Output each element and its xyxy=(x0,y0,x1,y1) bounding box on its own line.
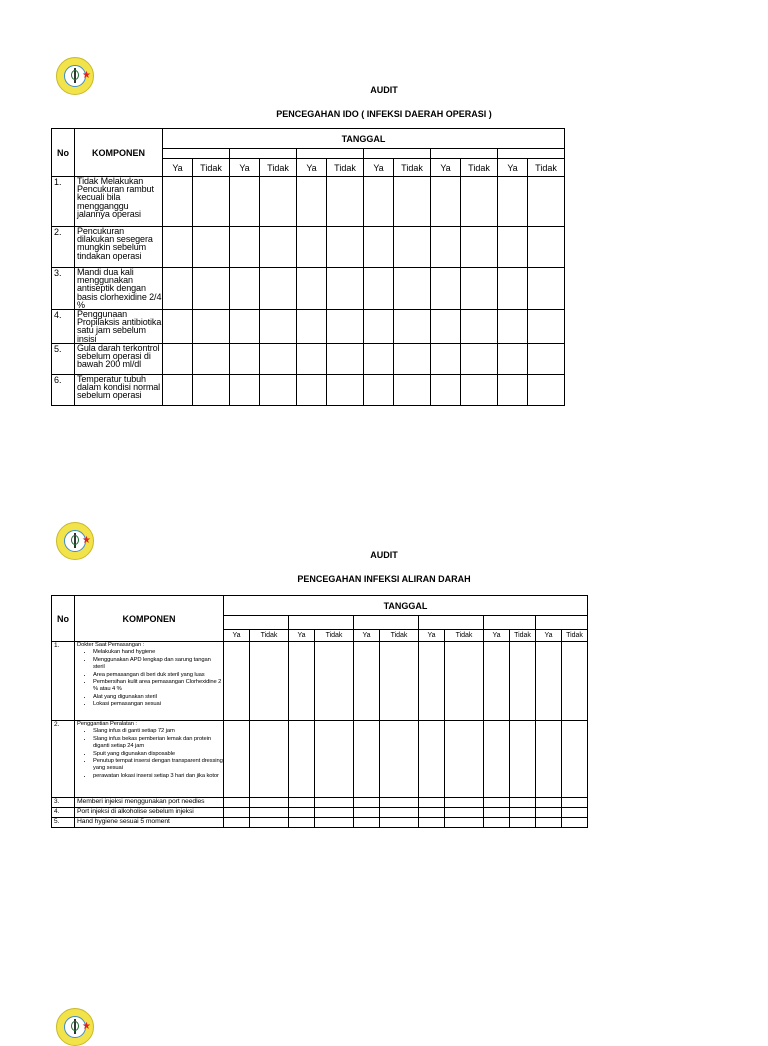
ya-checkbox-cell[interactable] xyxy=(224,798,250,808)
header-no: No xyxy=(52,129,75,177)
tidak-checkbox-cell[interactable] xyxy=(562,642,588,721)
ya-checkbox-cell[interactable] xyxy=(289,642,315,721)
tidak-checkbox-cell[interactable] xyxy=(315,721,354,798)
ya-checkbox-cell[interactable] xyxy=(297,374,327,405)
row-number: 5. xyxy=(52,343,75,374)
date-cell[interactable] xyxy=(431,149,498,159)
ya-checkbox-cell[interactable] xyxy=(419,818,445,828)
tidak-checkbox-cell[interactable] xyxy=(193,177,230,227)
tidak-checkbox-cell[interactable] xyxy=(528,310,565,344)
component-text: Tidak Melakukan Pencukuran rambut kecuali bila mengganggu jalannya operasi xyxy=(75,177,163,227)
tidak-checkbox-cell[interactable] xyxy=(445,818,484,828)
tidak-checkbox-cell[interactable] xyxy=(510,818,536,828)
row-number: 3. xyxy=(52,268,75,310)
tidak-checkbox-cell[interactable] xyxy=(562,818,588,828)
ya-checkbox-cell[interactable] xyxy=(230,374,260,405)
component-bullet: • Pembersihan kulit area pemasangan Clorhexidine 2 % atau 4 % xyxy=(93,679,223,694)
ya-label: Ya xyxy=(484,630,510,642)
component-cell xyxy=(75,642,224,721)
ya-checkbox-cell[interactable] xyxy=(536,808,562,818)
ya-checkbox-cell[interactable] xyxy=(431,343,461,374)
ya-checkbox-cell[interactable] xyxy=(498,343,528,374)
ya-checkbox-cell[interactable] xyxy=(230,227,260,268)
header-komponen: KOMPONEN xyxy=(75,596,224,642)
component-bullet: • Menggunakan APD lengkap dan sarung tangan steril xyxy=(93,657,223,672)
tidak-checkbox-cell[interactable] xyxy=(528,227,565,268)
audit-title-1: AUDIT xyxy=(370,85,398,95)
tidak-label: Tidak xyxy=(445,630,484,642)
tidak-checkbox-cell[interactable] xyxy=(394,310,431,344)
component-bullet: • Penutup tempat insersi dengan transparent dressing yang sesuai xyxy=(93,758,223,773)
tidak-checkbox-cell[interactable] xyxy=(327,374,364,405)
tidak-label: Tidak xyxy=(315,630,354,642)
tidak-checkbox-cell[interactable] xyxy=(260,310,297,344)
tidak-checkbox-cell[interactable] xyxy=(394,374,431,405)
ya-label: Ya xyxy=(419,630,445,642)
tidak-checkbox-cell[interactable] xyxy=(380,818,419,828)
table-row xyxy=(52,268,565,310)
ya-checkbox-cell[interactable] xyxy=(354,818,380,828)
tidak-label: Tidak xyxy=(394,159,431,177)
audit-subtitle-2: PENCEGAHAN INFEKSI ALIRAN DARAH xyxy=(297,574,471,584)
component-text: Mandi dua kali menggunakan antiseptik dengan basis clorhexidine 2/4 % xyxy=(75,268,163,310)
tidak-checkbox-cell[interactable] xyxy=(528,177,565,227)
component-bullet: • Spuit yang digunakan disposable xyxy=(93,751,223,758)
ya-checkbox-cell[interactable] xyxy=(354,642,380,721)
component-text: Gula darah terkontrol sebelum operasi di bawah 200 ml/dl xyxy=(75,343,163,374)
tidak-checkbox-cell[interactable] xyxy=(327,177,364,227)
tidak-checkbox-cell[interactable] xyxy=(461,177,498,227)
date-cell[interactable] xyxy=(364,149,431,159)
ya-checkbox-cell[interactable] xyxy=(419,808,445,818)
row-number: 1. xyxy=(52,642,75,721)
ya-checkbox-cell[interactable] xyxy=(431,310,461,344)
ya-checkbox-cell[interactable] xyxy=(431,268,461,310)
tidak-checkbox-cell[interactable] xyxy=(528,374,565,405)
ya-checkbox-cell[interactable] xyxy=(354,808,380,818)
row-number: 2. xyxy=(52,227,75,268)
ya-checkbox-cell[interactable] xyxy=(297,268,327,310)
date-cell[interactable] xyxy=(289,616,354,630)
ya-checkbox-cell[interactable] xyxy=(163,227,193,268)
tidak-checkbox-cell[interactable] xyxy=(445,808,484,818)
ya-checkbox-cell[interactable] xyxy=(354,798,380,808)
tidak-checkbox-cell[interactable] xyxy=(461,374,498,405)
ya-checkbox-cell[interactable] xyxy=(224,642,250,721)
tidak-checkbox-cell[interactable] xyxy=(260,343,297,374)
tidak-checkbox-cell[interactable] xyxy=(250,808,289,818)
table-row xyxy=(52,343,565,374)
tidak-checkbox-cell[interactable] xyxy=(193,268,230,310)
ya-checkbox-cell[interactable] xyxy=(230,268,260,310)
component-bullet: • Lokasi pemasangan sesuai xyxy=(93,701,223,708)
tidak-checkbox-cell[interactable] xyxy=(380,798,419,808)
tidak-checkbox-cell[interactable] xyxy=(250,798,289,808)
tidak-checkbox-cell[interactable] xyxy=(562,798,588,808)
ya-checkbox-cell[interactable] xyxy=(289,818,315,828)
tidak-checkbox-cell[interactable] xyxy=(260,227,297,268)
row-number: 3. xyxy=(52,798,75,808)
ya-checkbox-cell[interactable] xyxy=(163,310,193,344)
date-cell[interactable] xyxy=(536,616,588,630)
ya-checkbox-cell[interactable] xyxy=(354,721,380,798)
ya-checkbox-cell[interactable] xyxy=(484,798,510,808)
table-row xyxy=(52,798,588,808)
table-row xyxy=(52,374,565,405)
ya-checkbox-cell[interactable] xyxy=(431,227,461,268)
audit-table-aliran-darah xyxy=(51,595,588,828)
tidak-label: Tidak xyxy=(380,630,419,642)
tidak-checkbox-cell[interactable] xyxy=(510,721,536,798)
ya-checkbox-cell[interactable] xyxy=(224,721,250,798)
table-row xyxy=(52,177,565,227)
table-row xyxy=(52,721,588,798)
ya-checkbox-cell[interactable] xyxy=(536,642,562,721)
component-heading: Penggantian Peralatan : xyxy=(77,721,137,727)
tidak-checkbox-cell[interactable] xyxy=(445,798,484,808)
date-cell[interactable] xyxy=(230,149,297,159)
tidak-checkbox-cell[interactable] xyxy=(461,268,498,310)
ya-checkbox-cell[interactable] xyxy=(364,343,394,374)
ya-checkbox-cell[interactable] xyxy=(297,310,327,344)
tidak-checkbox-cell[interactable] xyxy=(260,268,297,310)
tidak-checkbox-cell[interactable] xyxy=(380,721,419,798)
ya-checkbox-cell[interactable] xyxy=(498,310,528,344)
row-number: 4. xyxy=(52,808,75,818)
tidak-checkbox-cell[interactable] xyxy=(260,374,297,405)
ya-checkbox-cell[interactable] xyxy=(498,374,528,405)
component-text: Pencukuran dilakukan sesegera mungkin sebelum tindakan operasi xyxy=(75,227,163,268)
ya-checkbox-cell[interactable] xyxy=(419,721,445,798)
ya-checkbox-cell[interactable] xyxy=(498,227,528,268)
component-bullet-list xyxy=(77,728,223,780)
tidak-label: Tidak xyxy=(327,159,364,177)
ya-checkbox-cell[interactable] xyxy=(364,374,394,405)
tidak-checkbox-cell[interactable] xyxy=(562,721,588,798)
tidak-checkbox-cell[interactable] xyxy=(193,310,230,344)
ya-checkbox-cell[interactable] xyxy=(498,268,528,310)
tidak-checkbox-cell[interactable] xyxy=(528,343,565,374)
ya-checkbox-cell[interactable] xyxy=(163,177,193,227)
ya-checkbox-cell[interactable] xyxy=(163,374,193,405)
audit-title-2: AUDIT xyxy=(370,550,398,560)
tidak-checkbox-cell[interactable] xyxy=(260,177,297,227)
ya-checkbox-cell[interactable] xyxy=(230,343,260,374)
hospital-logo: ★ xyxy=(56,1008,94,1046)
ya-checkbox-cell[interactable] xyxy=(419,642,445,721)
tidak-checkbox-cell[interactable] xyxy=(327,310,364,344)
tidak-checkbox-cell[interactable] xyxy=(193,374,230,405)
date-cell[interactable] xyxy=(224,616,289,630)
ya-checkbox-cell[interactable] xyxy=(536,798,562,808)
audit-rows xyxy=(52,642,588,828)
tidak-checkbox-cell[interactable] xyxy=(394,343,431,374)
ya-checkbox-cell[interactable] xyxy=(364,227,394,268)
header-komponen: KOMPONEN xyxy=(75,129,163,177)
tidak-checkbox-cell[interactable] xyxy=(315,798,354,808)
ya-checkbox-cell[interactable] xyxy=(289,798,315,808)
tidak-checkbox-cell[interactable] xyxy=(510,808,536,818)
date-cell[interactable] xyxy=(163,149,230,159)
header-tanggal: TANGGAL xyxy=(163,129,565,149)
ya-label: Ya xyxy=(224,630,250,642)
ya-checkbox-cell[interactable] xyxy=(230,310,260,344)
tidak-checkbox-cell[interactable] xyxy=(380,642,419,721)
component-bullet: • Slang infus di ganti setiap 72 jam xyxy=(93,728,223,735)
audit-rows xyxy=(52,177,565,406)
tidak-checkbox-cell[interactable] xyxy=(315,808,354,818)
tidak-checkbox-cell[interactable] xyxy=(327,227,364,268)
tidak-checkbox-cell[interactable] xyxy=(327,343,364,374)
row-number: 6. xyxy=(52,374,75,405)
ya-checkbox-cell[interactable] xyxy=(484,808,510,818)
row-number: 4. xyxy=(52,310,75,344)
ya-checkbox-cell[interactable] xyxy=(224,808,250,818)
ya-checkbox-cell[interactable] xyxy=(431,177,461,227)
ya-checkbox-cell[interactable] xyxy=(536,721,562,798)
ya-label: Ya xyxy=(230,159,260,177)
tidak-checkbox-cell[interactable] xyxy=(380,808,419,818)
ya-checkbox-cell[interactable] xyxy=(297,227,327,268)
header-tanggal: TANGGAL xyxy=(224,596,588,616)
ya-checkbox-cell[interactable] xyxy=(289,721,315,798)
tidak-label: Tidak xyxy=(528,159,565,177)
audit-table-ido xyxy=(51,128,565,406)
component-heading: Dokter Saat Pemasangan : xyxy=(77,642,145,648)
component-bullet: • Melakukan hand hygiene xyxy=(93,649,223,656)
tidak-checkbox-cell[interactable] xyxy=(315,642,354,721)
table-row xyxy=(52,227,565,268)
component-text: Penggunaan Propilaksis antibiotika satu jam sebelum insisi xyxy=(75,310,163,344)
hospital-logo: ★ xyxy=(56,522,94,560)
ya-label: Ya xyxy=(289,630,315,642)
ya-checkbox-cell[interactable] xyxy=(224,818,250,828)
ya-checkbox-cell[interactable] xyxy=(364,177,394,227)
tidak-checkbox-cell[interactable] xyxy=(461,227,498,268)
ya-label: Ya xyxy=(364,159,394,177)
table-row xyxy=(52,808,588,818)
ya-label: Ya xyxy=(498,159,528,177)
ya-checkbox-cell[interactable] xyxy=(230,177,260,227)
ya-label: Ya xyxy=(163,159,193,177)
ya-checkbox-cell[interactable] xyxy=(364,268,394,310)
table-row xyxy=(52,818,588,828)
tidak-checkbox-cell[interactable] xyxy=(327,268,364,310)
tidak-label: Tidak xyxy=(260,159,297,177)
ya-checkbox-cell[interactable] xyxy=(484,721,510,798)
tidak-checkbox-cell[interactable] xyxy=(394,177,431,227)
ya-label: Ya xyxy=(354,630,380,642)
tidak-label: Tidak xyxy=(193,159,230,177)
ya-checkbox-cell[interactable] xyxy=(419,798,445,808)
ya-checkbox-cell[interactable] xyxy=(536,818,562,828)
ya-checkbox-cell[interactable] xyxy=(484,818,510,828)
ya-checkbox-cell[interactable] xyxy=(498,177,528,227)
date-cell[interactable] xyxy=(419,616,484,630)
ya-checkbox-cell[interactable] xyxy=(431,374,461,405)
tidak-checkbox-cell[interactable] xyxy=(528,268,565,310)
date-cell[interactable] xyxy=(498,149,565,159)
audit-subtitle-1: PENCEGAHAN IDO ( INFEKSI DAERAH OPERASI ) xyxy=(276,109,492,119)
component-text: Temperatur tubuh dalam kondisi normal sebelum operasi xyxy=(75,374,163,405)
date-cell[interactable] xyxy=(354,616,419,630)
ya-checkbox-cell[interactable] xyxy=(297,343,327,374)
ya-checkbox-cell[interactable] xyxy=(163,268,193,310)
date-cell[interactable] xyxy=(484,616,536,630)
tidak-checkbox-cell[interactable] xyxy=(562,808,588,818)
component-bullet: • Area pemasangan di beri duk steril yang luas xyxy=(93,672,223,679)
date-cell[interactable] xyxy=(297,149,364,159)
tidak-checkbox-cell[interactable] xyxy=(250,642,289,721)
row-number: 2. xyxy=(52,721,75,798)
tidak-label: Tidak xyxy=(562,630,588,642)
row-number: 5. xyxy=(52,818,75,828)
ya-label: Ya xyxy=(536,630,562,642)
ya-checkbox-cell[interactable] xyxy=(364,310,394,344)
tidak-label: Tidak xyxy=(250,630,289,642)
component-cell: Port injeksi di alkoholise sebelum injeksi xyxy=(75,808,224,818)
tidak-checkbox-cell[interactable] xyxy=(510,798,536,808)
component-bullet: • Slang infus bekas pemberian lemak dan protein diganti setiap 24 jam xyxy=(93,736,223,751)
ya-label: Ya xyxy=(431,159,461,177)
component-cell: Hand hygiene sesuai 5 moment xyxy=(75,818,224,828)
ya-checkbox-cell[interactable] xyxy=(297,177,327,227)
tidak-checkbox-cell[interactable] xyxy=(445,642,484,721)
tidak-label: Tidak xyxy=(510,630,536,642)
tidak-checkbox-cell[interactable] xyxy=(461,310,498,344)
hospital-logo: ★ xyxy=(56,57,94,95)
component-cell: Memberi injeksi menggunakan port needles xyxy=(75,798,224,808)
component-bullet-list xyxy=(77,649,223,708)
tidak-label: Tidak xyxy=(461,159,498,177)
header-no: No xyxy=(52,596,75,642)
table-row xyxy=(52,642,588,721)
tidak-checkbox-cell[interactable] xyxy=(193,227,230,268)
component-cell xyxy=(75,721,224,798)
tidak-checkbox-cell[interactable] xyxy=(394,227,431,268)
ya-label: Ya xyxy=(297,159,327,177)
component-bullet: • perawatan lokasi insersi setiap 3 hari dan jika kotor xyxy=(93,773,223,780)
ya-checkbox-cell[interactable] xyxy=(163,343,193,374)
table-row xyxy=(52,310,565,344)
tidak-checkbox-cell[interactable] xyxy=(394,268,431,310)
ya-checkbox-cell[interactable] xyxy=(289,808,315,818)
tidak-checkbox-cell[interactable] xyxy=(510,642,536,721)
row-number: 1. xyxy=(52,177,75,227)
tidak-checkbox-cell[interactable] xyxy=(461,343,498,374)
tidak-checkbox-cell[interactable] xyxy=(250,818,289,828)
component-bullet: • Alat yang digunakan steril xyxy=(93,694,223,701)
ya-checkbox-cell[interactable] xyxy=(484,642,510,721)
tidak-checkbox-cell[interactable] xyxy=(250,721,289,798)
tidak-checkbox-cell[interactable] xyxy=(315,818,354,828)
tidak-checkbox-cell[interactable] xyxy=(193,343,230,374)
tidak-checkbox-cell[interactable] xyxy=(445,721,484,798)
